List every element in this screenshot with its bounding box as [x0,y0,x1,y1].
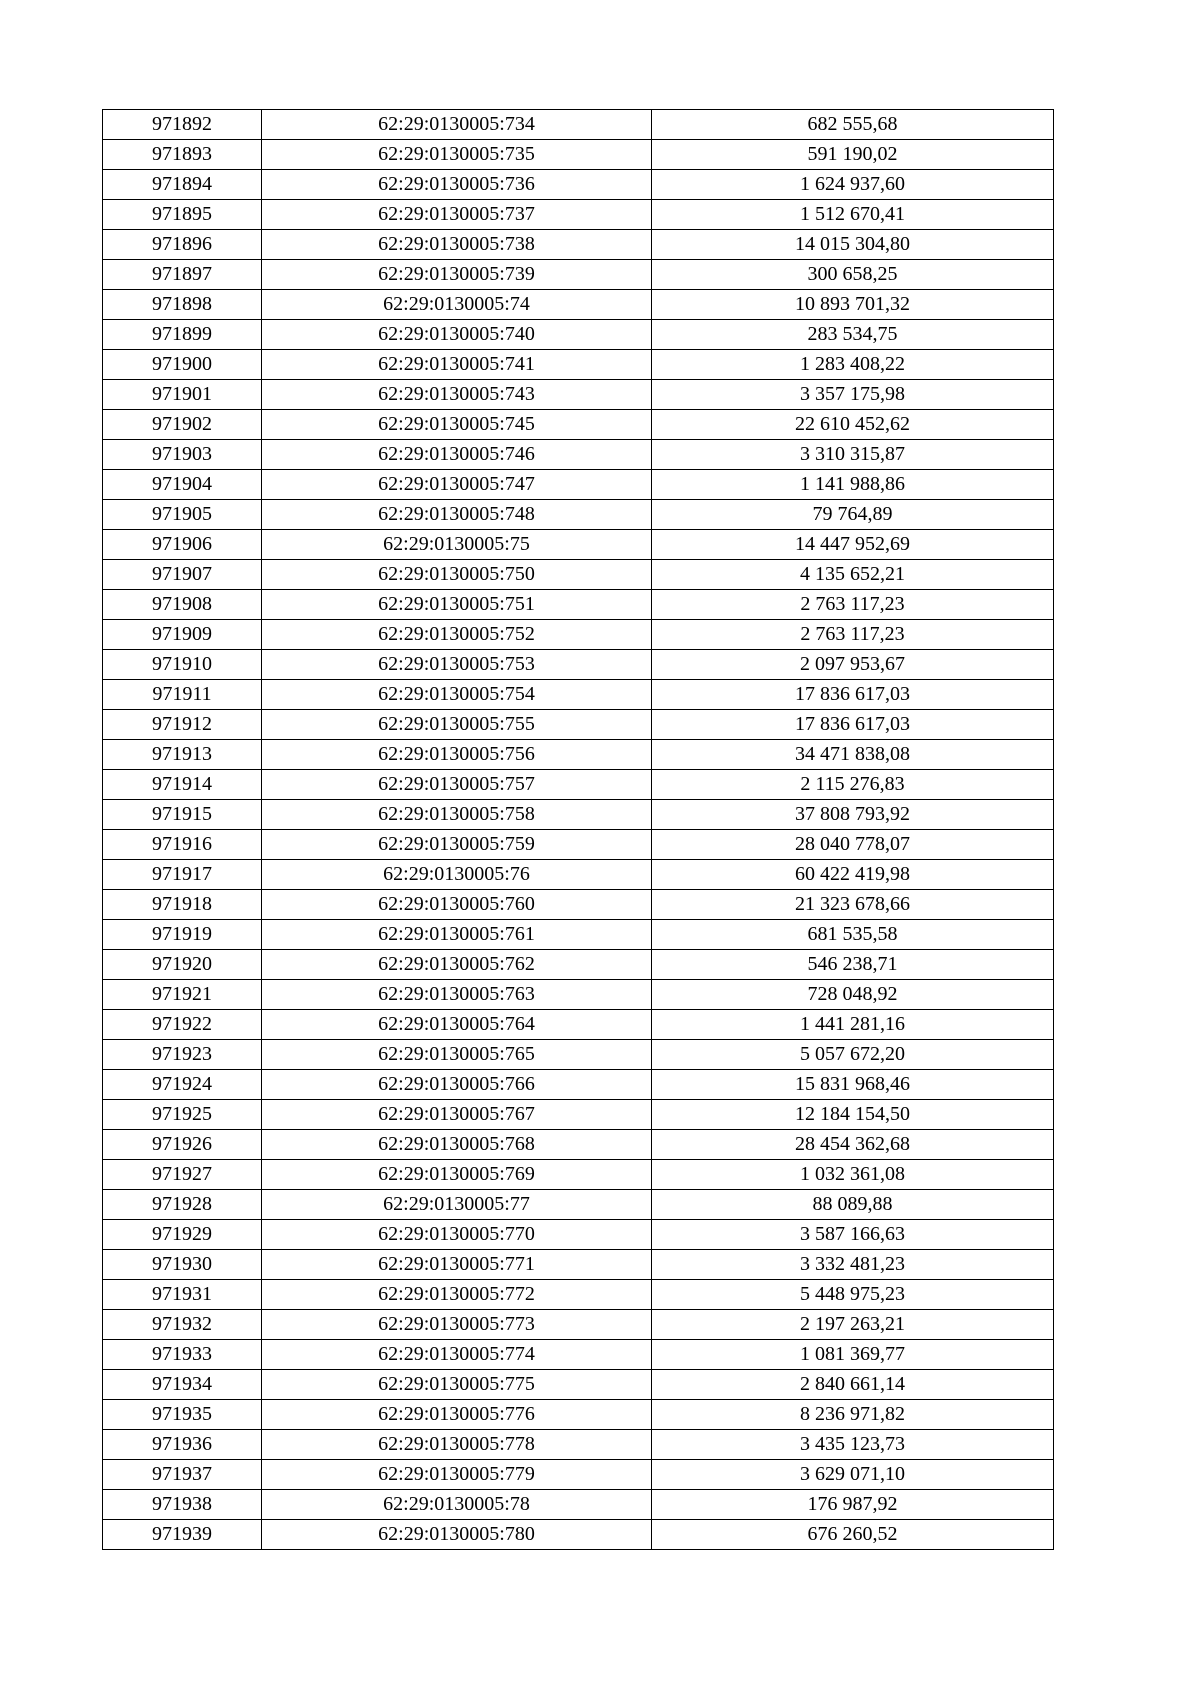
row-number-cell: 971898 [103,290,262,320]
table-row [103,290,1054,320]
cadastral-number-cell: 62:29:0130005:745 [262,410,652,440]
cadastral-value-cell: 34 471 838,08 [652,740,1054,770]
row-number-cell: 971901 [103,380,262,410]
table-row [103,920,1054,950]
cadastral-value-cell: 3 310 315,87 [652,440,1054,470]
cadastral-number-cell: 62:29:0130005:758 [262,800,652,830]
row-number-cell: 971894 [103,170,262,200]
cadastral-number-cell: 62:29:0130005:771 [262,1250,652,1280]
table-row [103,1430,1054,1460]
row-number-cell: 971914 [103,770,262,800]
table-row [103,1370,1054,1400]
cadastral-number-cell: 62:29:0130005:764 [262,1010,652,1040]
row-number-cell: 971920 [103,950,262,980]
cadastral-value-cell: 2 115 276,83 [652,770,1054,800]
cadastral-value-cell: 37 808 793,92 [652,800,1054,830]
table-row [103,440,1054,470]
cadastral-value-cell: 676 260,52 [652,1520,1054,1550]
table-row [103,680,1054,710]
cadastral-value-cell: 1 032 361,08 [652,1160,1054,1190]
cadastral-number-cell: 62:29:0130005:747 [262,470,652,500]
row-number-cell: 971908 [103,590,262,620]
cadastral-value-cell: 5 057 672,20 [652,1040,1054,1070]
table-row [103,890,1054,920]
cadastral-number-cell: 62:29:0130005:775 [262,1370,652,1400]
cadastral-value-cell: 2 763 117,23 [652,620,1054,650]
row-number-cell: 971927 [103,1160,262,1190]
cadastral-number-cell: 62:29:0130005:776 [262,1400,652,1430]
cadastral-number-cell: 62:29:0130005:773 [262,1310,652,1340]
row-number-cell: 971895 [103,200,262,230]
cadastral-value-cell: 682 555,68 [652,110,1054,140]
cadastral-number-cell: 62:29:0130005:767 [262,1100,652,1130]
row-number-cell: 971931 [103,1280,262,1310]
cadastral-value-cell: 17 836 617,03 [652,710,1054,740]
cadastral-number-cell: 62:29:0130005:779 [262,1460,652,1490]
row-number-cell: 971925 [103,1100,262,1130]
cadastral-value-cell: 3 435 123,73 [652,1430,1054,1460]
cadastral-number-cell: 62:29:0130005:739 [262,260,652,290]
table-row [103,770,1054,800]
table-row [103,650,1054,680]
cadastral-value-cell: 79 764,89 [652,500,1054,530]
cadastral-number-cell: 62:29:0130005:769 [262,1160,652,1190]
cadastral-value-cell: 22 610 452,62 [652,410,1054,440]
cadastral-number-cell: 62:29:0130005:75 [262,530,652,560]
table-row [103,410,1054,440]
cadastral-value-cell: 176 987,92 [652,1490,1054,1520]
table-row [103,500,1054,530]
cadastral-number-cell: 62:29:0130005:760 [262,890,652,920]
table-row [103,260,1054,290]
table-row [103,710,1054,740]
cadastral-value-cell: 88 089,88 [652,1190,1054,1220]
table-row [103,590,1054,620]
table-row [103,140,1054,170]
row-number-cell: 971939 [103,1520,262,1550]
row-number-cell: 971936 [103,1430,262,1460]
row-number-cell: 971933 [103,1340,262,1370]
cadastral-value-cell: 3 629 071,10 [652,1460,1054,1490]
table-row [103,1190,1054,1220]
row-number-cell: 971909 [103,620,262,650]
row-number-cell: 971900 [103,350,262,380]
table-body [103,110,1054,1550]
cadastral-value-cell: 28 454 362,68 [652,1130,1054,1160]
cadastral-value-cell: 300 658,25 [652,260,1054,290]
table-row [103,1070,1054,1100]
cadastral-value-cell: 2 197 263,21 [652,1310,1054,1340]
table-row [103,1220,1054,1250]
row-number-cell: 971903 [103,440,262,470]
cadastral-number-cell: 62:29:0130005:737 [262,200,652,230]
cadastral-value-cell: 14 447 952,69 [652,530,1054,560]
row-number-cell: 971907 [103,560,262,590]
cadastral-number-cell: 62:29:0130005:766 [262,1070,652,1100]
row-number-cell: 971917 [103,860,262,890]
table-row [103,1520,1054,1550]
cadastral-number-cell: 62:29:0130005:78 [262,1490,652,1520]
table-row [103,530,1054,560]
table-row [103,1400,1054,1430]
cadastral-value-cell: 4 135 652,21 [652,560,1054,590]
cadastral-number-cell: 62:29:0130005:738 [262,230,652,260]
row-number-cell: 971905 [103,500,262,530]
table-row [103,1040,1054,1070]
cadastral-value-cell: 14 015 304,80 [652,230,1054,260]
table-row [103,620,1054,650]
cadastral-value-cell: 3 587 166,63 [652,1220,1054,1250]
cadastral-number-cell: 62:29:0130005:765 [262,1040,652,1070]
cadastral-number-cell: 62:29:0130005:770 [262,1220,652,1250]
row-number-cell: 971932 [103,1310,262,1340]
row-number-cell: 971918 [103,890,262,920]
table-row [103,800,1054,830]
row-number-cell: 971923 [103,1040,262,1070]
cadastral-number-cell: 62:29:0130005:754 [262,680,652,710]
table-row [103,830,1054,860]
table-row [103,1280,1054,1310]
table-row [103,980,1054,1010]
row-number-cell: 971915 [103,800,262,830]
row-number-cell: 971935 [103,1400,262,1430]
cadastral-number-cell: 62:29:0130005:763 [262,980,652,1010]
cadastral-number-cell: 62:29:0130005:761 [262,920,652,950]
cadastral-value-cell: 2 840 661,14 [652,1370,1054,1400]
cadastral-value-cell: 681 535,58 [652,920,1054,950]
table-row [103,1010,1054,1040]
cadastral-value-cell: 15 831 968,46 [652,1070,1054,1100]
row-number-cell: 971919 [103,920,262,950]
table-row [103,470,1054,500]
row-number-cell: 971928 [103,1190,262,1220]
cadastral-number-cell: 62:29:0130005:778 [262,1430,652,1460]
row-number-cell: 971921 [103,980,262,1010]
cadastral-number-cell: 62:29:0130005:759 [262,830,652,860]
cadastral-number-cell: 62:29:0130005:756 [262,740,652,770]
table-row [103,320,1054,350]
cadastral-value-cell: 728 048,92 [652,980,1054,1010]
cadastral-number-cell: 62:29:0130005:735 [262,140,652,170]
cadastral-number-cell: 62:29:0130005:740 [262,320,652,350]
cadastral-number-cell: 62:29:0130005:741 [262,350,652,380]
row-number-cell: 971929 [103,1220,262,1250]
cadastral-value-cell: 3 332 481,23 [652,1250,1054,1280]
cadastral-value-cell: 1 624 937,60 [652,170,1054,200]
cadastral-value-cell: 21 323 678,66 [652,890,1054,920]
cadastral-number-cell: 62:29:0130005:768 [262,1130,652,1160]
row-number-cell: 971926 [103,1130,262,1160]
cadastral-value-cell: 3 357 175,98 [652,380,1054,410]
cadastral-number-cell: 62:29:0130005:748 [262,500,652,530]
row-number-cell: 971902 [103,410,262,440]
cadastral-value-cell: 60 422 419,98 [652,860,1054,890]
cadastral-value-cell: 1 141 988,86 [652,470,1054,500]
cadastral-value-cell: 2 097 953,67 [652,650,1054,680]
row-number-cell: 971913 [103,740,262,770]
cadastral-value-cell: 10 893 701,32 [652,290,1054,320]
cadastral-number-cell: 62:29:0130005:753 [262,650,652,680]
cadastral-value-cell: 12 184 154,50 [652,1100,1054,1130]
cadastral-number-cell: 62:29:0130005:774 [262,1340,652,1370]
cadastral-value-cell: 17 836 617,03 [652,680,1054,710]
cadastral-value-cell: 2 763 117,23 [652,590,1054,620]
row-number-cell: 971899 [103,320,262,350]
cadastral-value-cell: 5 448 975,23 [652,1280,1054,1310]
cadastral-number-cell: 62:29:0130005:746 [262,440,652,470]
cadastral-number-cell: 62:29:0130005:76 [262,860,652,890]
row-number-cell: 971937 [103,1460,262,1490]
cadastral-number-cell: 62:29:0130005:762 [262,950,652,980]
cadastral-number-cell: 62:29:0130005:751 [262,590,652,620]
table-row [103,350,1054,380]
row-number-cell: 971924 [103,1070,262,1100]
cadastral-value-cell: 283 534,75 [652,320,1054,350]
table-row [103,1460,1054,1490]
table-row [103,380,1054,410]
cadastral-value-cell: 1 283 408,22 [652,350,1054,380]
cadastral-number-cell: 62:29:0130005:74 [262,290,652,320]
cadastral-number-cell: 62:29:0130005:755 [262,710,652,740]
table-row [103,1130,1054,1160]
table-row [103,1250,1054,1280]
table-row [103,1340,1054,1370]
table-row [103,950,1054,980]
cadastral-value-cell: 1 441 281,16 [652,1010,1054,1040]
cadastral-value-cell: 8 236 971,82 [652,1400,1054,1430]
row-number-cell: 971910 [103,650,262,680]
row-number-cell: 971906 [103,530,262,560]
cadastral-value-cell: 546 238,71 [652,950,1054,980]
cadastral-number-cell: 62:29:0130005:757 [262,770,652,800]
cadastral-number-cell: 62:29:0130005:77 [262,1190,652,1220]
row-number-cell: 971916 [103,830,262,860]
row-number-cell: 971922 [103,1010,262,1040]
table-row [103,170,1054,200]
table-row [103,740,1054,770]
table-row [103,1100,1054,1130]
cadastral-number-cell: 62:29:0130005:743 [262,380,652,410]
row-number-cell: 971904 [103,470,262,500]
row-number-cell: 971938 [103,1490,262,1520]
row-number-cell: 971896 [103,230,262,260]
cadastral-number-cell: 62:29:0130005:780 [262,1520,652,1550]
cadastral-number-cell: 62:29:0130005:752 [262,620,652,650]
cadastral-number-cell: 62:29:0130005:736 [262,170,652,200]
table-row [103,230,1054,260]
table-row [103,1160,1054,1190]
cadastral-value-cell: 1 081 369,77 [652,1340,1054,1370]
row-number-cell: 971893 [103,140,262,170]
row-number-cell: 971892 [103,110,262,140]
row-number-cell: 971912 [103,710,262,740]
table-row [103,1490,1054,1520]
table-row [103,110,1054,140]
cadastral-value-cell: 1 512 670,41 [652,200,1054,230]
cadastral-value-cell: 28 040 778,07 [652,830,1054,860]
table-row [103,1310,1054,1340]
table-row [103,200,1054,230]
row-number-cell: 971911 [103,680,262,710]
table-row [103,560,1054,590]
table-row [103,860,1054,890]
row-number-cell: 971934 [103,1370,262,1400]
cadastral-number-cell: 62:29:0130005:734 [262,110,652,140]
cadastral-value-table [102,109,1054,1550]
cadastral-value-cell: 591 190,02 [652,140,1054,170]
cadastral-number-cell: 62:29:0130005:772 [262,1280,652,1310]
cadastral-number-cell: 62:29:0130005:750 [262,560,652,590]
row-number-cell: 971930 [103,1250,262,1280]
row-number-cell: 971897 [103,260,262,290]
